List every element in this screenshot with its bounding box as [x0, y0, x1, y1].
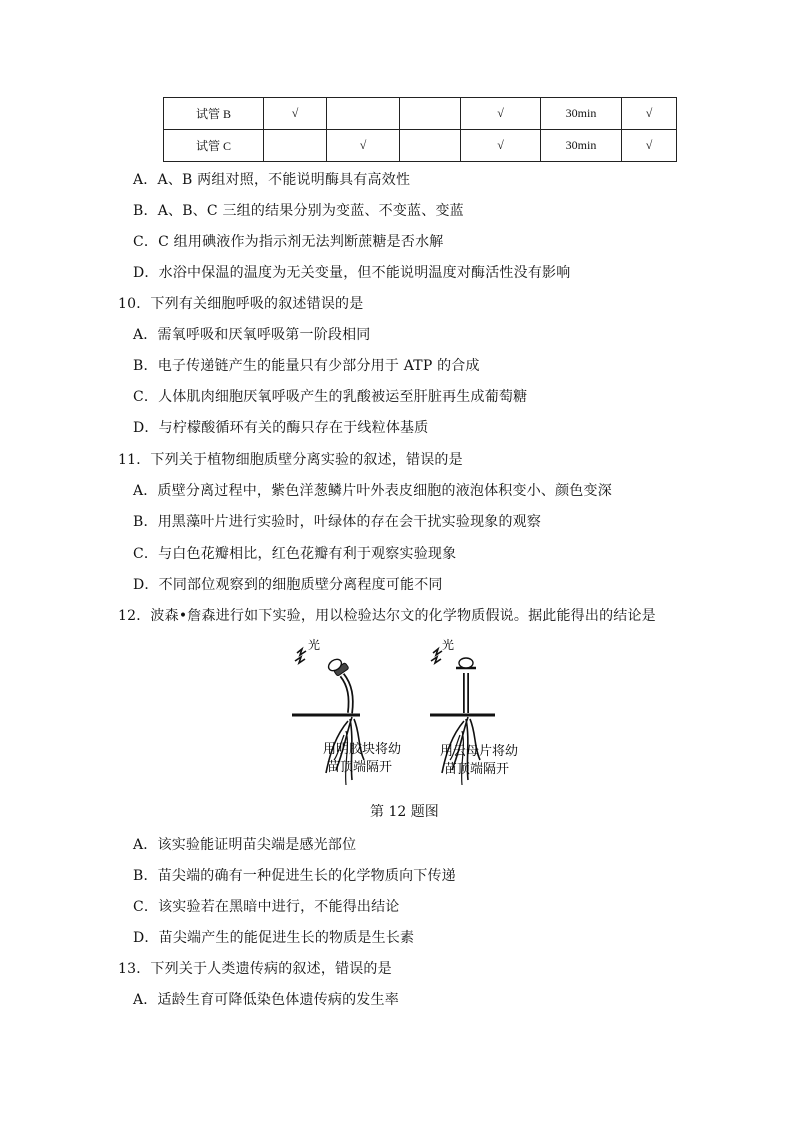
q11-option-b: B．用黑藻叶片进行实验时，叶绿体的存在会干扰实验现象的观察: [133, 514, 542, 530]
q12-option-b: B．苗尖端的确有一种促进生长的化学物质向下传递: [133, 868, 456, 884]
q9-option-b: B．A、B、C 三组的结果分别为变蓝、不变蓝、变蓝: [133, 203, 464, 219]
left-label-line2: 苗顶端隔开: [327, 760, 393, 775]
table-cell: √: [264, 98, 327, 130]
light-label-right: 光: [442, 638, 455, 652]
right-label-line2: 苗顶端隔开: [444, 762, 510, 777]
table-cell: √: [461, 98, 541, 130]
q11-stem: 11．下列关于植物细胞质壁分离实验的叙述，错误的是: [118, 452, 463, 468]
q9-option-c: C．C 组用碘液作为指示剂无法判断蔗糖是否水解: [133, 234, 444, 250]
table-cell: √: [622, 98, 677, 130]
q13-option-a: A．适龄生育可降低染色体遗传病的发生率: [133, 992, 399, 1008]
table-cell: √: [327, 130, 400, 162]
q10-option-a: A．需氧呼吸和厌氧呼吸第一阶段相同: [133, 327, 371, 343]
light-label-left: 光: [308, 638, 321, 652]
table-cell: 试管 C: [164, 130, 264, 162]
table-cell: 30min: [541, 98, 622, 130]
light-rays-right-icon: [431, 649, 442, 663]
light-rays-left-icon: [295, 649, 306, 663]
table-row: [164, 98, 677, 130]
table-cell: [400, 98, 461, 130]
table-cell: 试管 B: [164, 98, 264, 130]
right-label-line1: 用云母片将幼: [440, 744, 519, 759]
table-cell: 30min: [541, 130, 622, 162]
q12-option-c: C．该实验若在黑暗中进行，不能得出结论: [133, 899, 400, 915]
q13-stem: 13．下列关于人类遗传病的叙述，错误的是: [118, 961, 392, 977]
left-label-line1: 用明胶块将幼: [323, 742, 402, 757]
q10-option-c: C．人体肌肉细胞厌氧呼吸产生的乳酸被运至肝脏再生成葡萄糖: [133, 389, 528, 405]
table-cell: √: [461, 130, 541, 162]
table-cell: [400, 130, 461, 162]
q12-option-a: A．该实验能证明苗尖端是感光部位: [133, 837, 357, 853]
seedling-experiment-figure: [280, 635, 525, 795]
table-cell: [264, 130, 327, 162]
figure-caption: 第 12 题图: [370, 804, 439, 820]
q11-option-a: A．质壁分离过程中，紫色洋葱鳞片叶外表皮细胞的液泡体积变小、颜色变深: [133, 483, 612, 499]
experiment-table: [163, 97, 677, 162]
q12-stem: 12．波森•詹森进行如下实验，用以检验达尔文的化学物质假说。据此能得出的结论是: [118, 608, 656, 624]
q10-option-d: D．与柠檬酸循环有关的酶只存在于线粒体基质: [133, 420, 429, 436]
q10-option-b: B．电子传递链产生的能量只有少部分用于 ATP 的合成: [133, 358, 480, 374]
q10-stem: 10．下列有关细胞呼吸的叙述错误的是: [118, 296, 364, 312]
q11-option-c: C．与白色花瓣相比，红色花瓣有利于观察实验现象: [133, 546, 457, 562]
q9-option-d: D．水浴中保温的温度为无关变量，但不能说明温度对酶活性没有影响: [133, 265, 571, 281]
table-cell: [327, 98, 400, 130]
q9-option-a: A．A、B 两组对照，不能说明酶具有高效性: [133, 172, 411, 188]
table-cell: √: [622, 130, 677, 162]
q12-option-d: D．苗尖端产生的能促进生长的物质是生长素: [133, 930, 415, 946]
q11-option-d: D．不同部位观察到的细胞质壁分离程度可能不同: [133, 577, 443, 593]
table-row: [164, 130, 677, 162]
